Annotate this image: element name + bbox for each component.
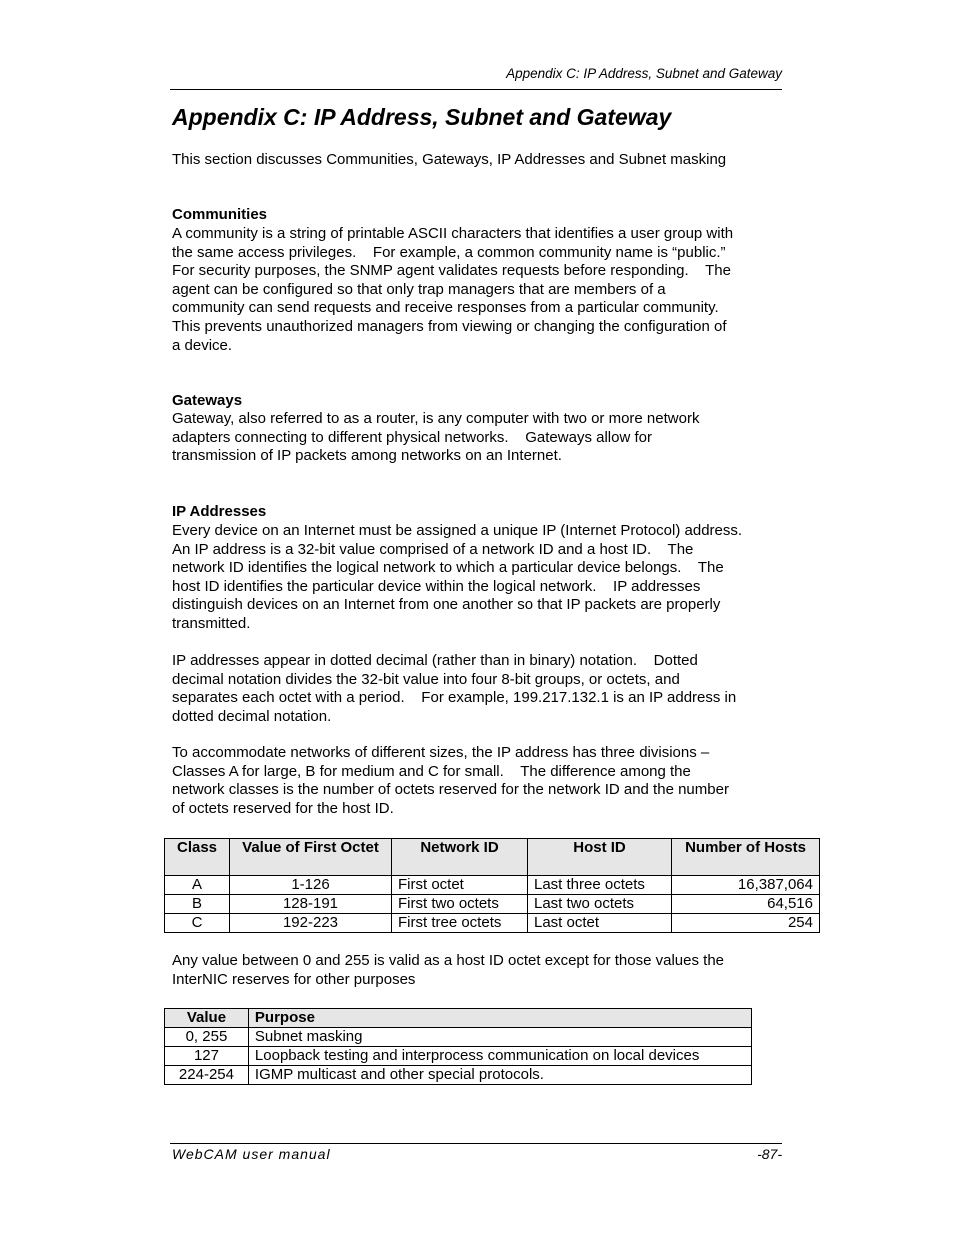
table-row	[165, 895, 820, 914]
column-header: Value of First Octet	[230, 839, 392, 876]
table-cell: 224-254	[165, 1066, 249, 1085]
table-row	[165, 876, 820, 895]
column-header: Host ID	[528, 839, 672, 876]
table-cell: 0, 255	[165, 1028, 249, 1047]
table-cell: Loopback testing and interprocess communication on local devices	[248, 1047, 751, 1066]
footer-manual-title: WebCAM user manual	[172, 1146, 331, 1162]
table-cell: First tree octets	[392, 914, 528, 933]
column-header: Class	[165, 839, 230, 876]
running-header: Appendix C: IP Address, Subnet and Gateway	[506, 66, 782, 81]
table-cell: Last two octets	[528, 895, 672, 914]
ip-addresses-para2: IP addresses appear in dotted decimal (rather than in binary) notation. Dotted decimal notation divides the 32-bit value into four 8-bit groups, or octets, and separates each octet with a period. For example, 199.217.132.1 is an IP address in dotted decimal notation.	[172, 652, 737, 725]
gateways-body: Gateway, also referred to as a router, is any computer with two or more network adapters connecting to different physical networks. Gateways allow for transmission of IP packets among networks on an Internet.	[172, 410, 700, 465]
gateways-heading: Gateways	[172, 392, 243, 409]
table-cell: Last three octets	[528, 876, 672, 895]
table-cell: First two octets	[392, 895, 528, 914]
table-cell: First octet	[392, 876, 528, 895]
table-row	[165, 914, 820, 933]
table-cell: C	[165, 914, 230, 933]
table-cell: IGMP multicast and other special protocols.	[248, 1066, 751, 1085]
table-cell: 127	[165, 1047, 249, 1066]
column-header: Purpose	[248, 1009, 751, 1028]
ip-addresses-para1: Every device on an Internet must be assigned a unique IP (Internet Protocol) address. An IP address is a 32-bit value comprised of a network ID and a host ID. The network ID identifies the logical network to which a particular device belongs. The host ID identifies the particular device within the logical network. IP addresses distinguish devices on an Internet from one another so that IP packets are properly transmitted.	[172, 522, 743, 632]
table-cell: 1-126	[230, 876, 392, 895]
table-cell: A	[165, 876, 230, 895]
reserved-values-table	[164, 1008, 752, 1085]
intro-paragraph: This section discusses Communities, Gateways, IP Addresses and Subnet masking	[172, 151, 727, 168]
table-header-row	[165, 839, 820, 876]
footer-rule	[170, 1143, 782, 1144]
column-header: Number of Hosts	[672, 839, 820, 876]
table-cell: 192-223	[230, 914, 392, 933]
table-row	[165, 1066, 752, 1085]
table-cell: 64,516	[672, 895, 820, 914]
ip-addresses-heading: IP Addresses	[172, 503, 267, 520]
communities-heading: Communities	[172, 206, 268, 223]
ip-addresses-para3: To accommodate networks of different sizes, the IP address has three divisions – Classes A for large, B for medium and C for small. The difference among the network classes is the number of octets reserved for the network ID and the number of octets reserved for the host ID.	[172, 744, 729, 817]
table-header-row	[165, 1009, 752, 1028]
host-id-note: Any value between 0 and 255 is valid as a host ID octet except for those values the InterNIC reserves for other purposes	[172, 952, 725, 988]
page-title: Appendix C: IP Address, Subnet and Gateway	[172, 104, 672, 130]
table-cell: Last octet	[528, 914, 672, 933]
column-header: Value	[165, 1009, 249, 1028]
table-cell: B	[165, 895, 230, 914]
column-header: Network ID	[392, 839, 528, 876]
table-cell: 128-191	[230, 895, 392, 914]
table-cell: 254	[672, 914, 820, 933]
page-number: -87-	[757, 1146, 782, 1162]
communities-body: A community is a string of printable ASCII characters that identifies a user group with the same access privileges. For example, a common community name is “public.” For security purposes, the SNMP agent validates requests before responding. The agent can be configured so that only trap managers that are members of a community can send requests and receive responses from a particular community. This prevents unauthorized managers from viewing or changing the configuration of a device.	[172, 225, 734, 354]
table-cell: Subnet masking	[248, 1028, 751, 1047]
table-cell: 16,387,064	[672, 876, 820, 895]
table-row	[165, 1028, 752, 1047]
ip-class-table	[164, 838, 820, 933]
header-rule	[170, 89, 782, 90]
table-row	[165, 1047, 752, 1066]
